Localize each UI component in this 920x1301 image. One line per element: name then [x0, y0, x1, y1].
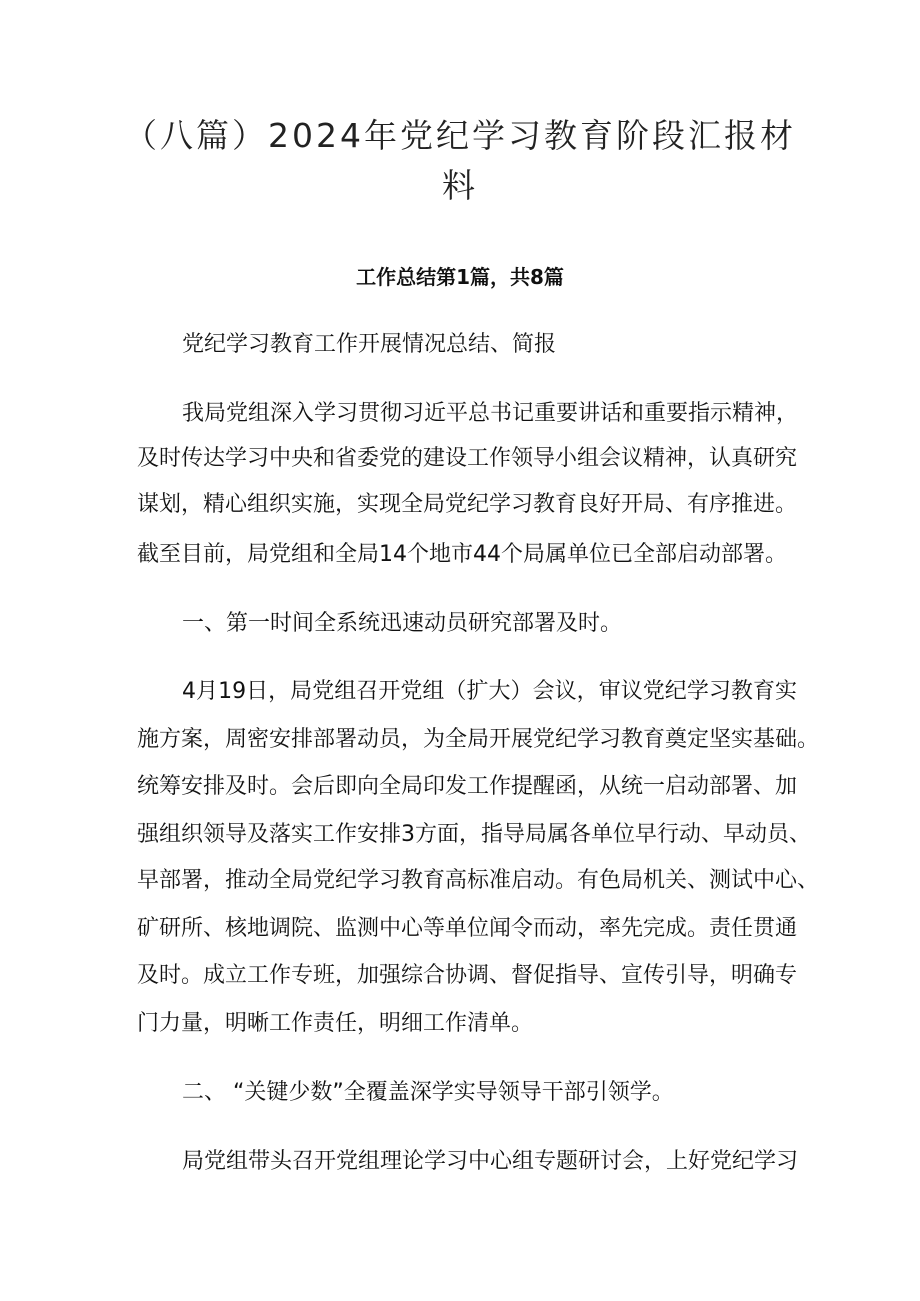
document-subtitle: 党纪学习教育工作开展情况总结、简报: [182, 332, 557, 357]
paragraph-2-line: 早部署，推动全局党纪学习教育高标准启动。有色局机关、测试中心、: [137, 868, 820, 893]
paragraph-2-line: 及时。成立工作专班，加强综合协调、督促指导、宣传引导，明确专: [137, 963, 798, 988]
paragraph-1-line: 谋划，精心组织实施，实现全局党纪学习教育良好开局、有序推进。: [137, 492, 798, 517]
paragraph-2-line: 强组织领导及落实工作安排3方面，指导局属各单位早行动、早动员、: [137, 822, 811, 847]
paragraph-2-line: 矿研所、核地调院、监测中心等单位闻令而动，率先完成。责任贯通: [137, 916, 798, 941]
heading-2: 二、 “关键少数”全覆盖深学实导领导干部引领学。: [182, 1080, 674, 1105]
paragraph-2-line: 4月19日，局党组召开党组（扩大）会议，审议党纪学习教育实: [182, 679, 797, 704]
document-title-line-2: 料: [442, 166, 478, 205]
paragraph-2-line: 门力量，明晰工作责任，明细工作清单。: [137, 1011, 534, 1036]
paragraph-3-line: 局党组带头召开党组理论学习中心组专题研讨会，上好党纪学习: [182, 1149, 799, 1174]
paragraph-1-line: 我局党组深入学习贯彻习近平总书记重要讲话和重要指示精神，: [182, 401, 799, 426]
section-heading: 工作总结第1篇，共8篇: [356, 265, 564, 289]
paragraph-2-line: 施方案，周密安排部署动员，为全局开展党纪学习教育奠定坚实基础。: [137, 727, 820, 752]
heading-1: 一、第一时间全系统迅速动员研究部署及时。: [182, 611, 623, 636]
paragraph-1-line: 及时传达学习中央和省委党的建设工作领导小组会议精神，认真研究: [137, 446, 798, 471]
document-title-line-1: （八篇）2024年党纪学习教育阶段汇报材: [124, 116, 796, 155]
paragraph-1-line: 截至目前，局党组和全局14个地市44个局属单位已全部启动部署。: [137, 542, 787, 567]
paragraph-2-line: 统筹安排及时。会后即向全局印发工作提醒函，从统一启动部署、加: [137, 774, 798, 799]
